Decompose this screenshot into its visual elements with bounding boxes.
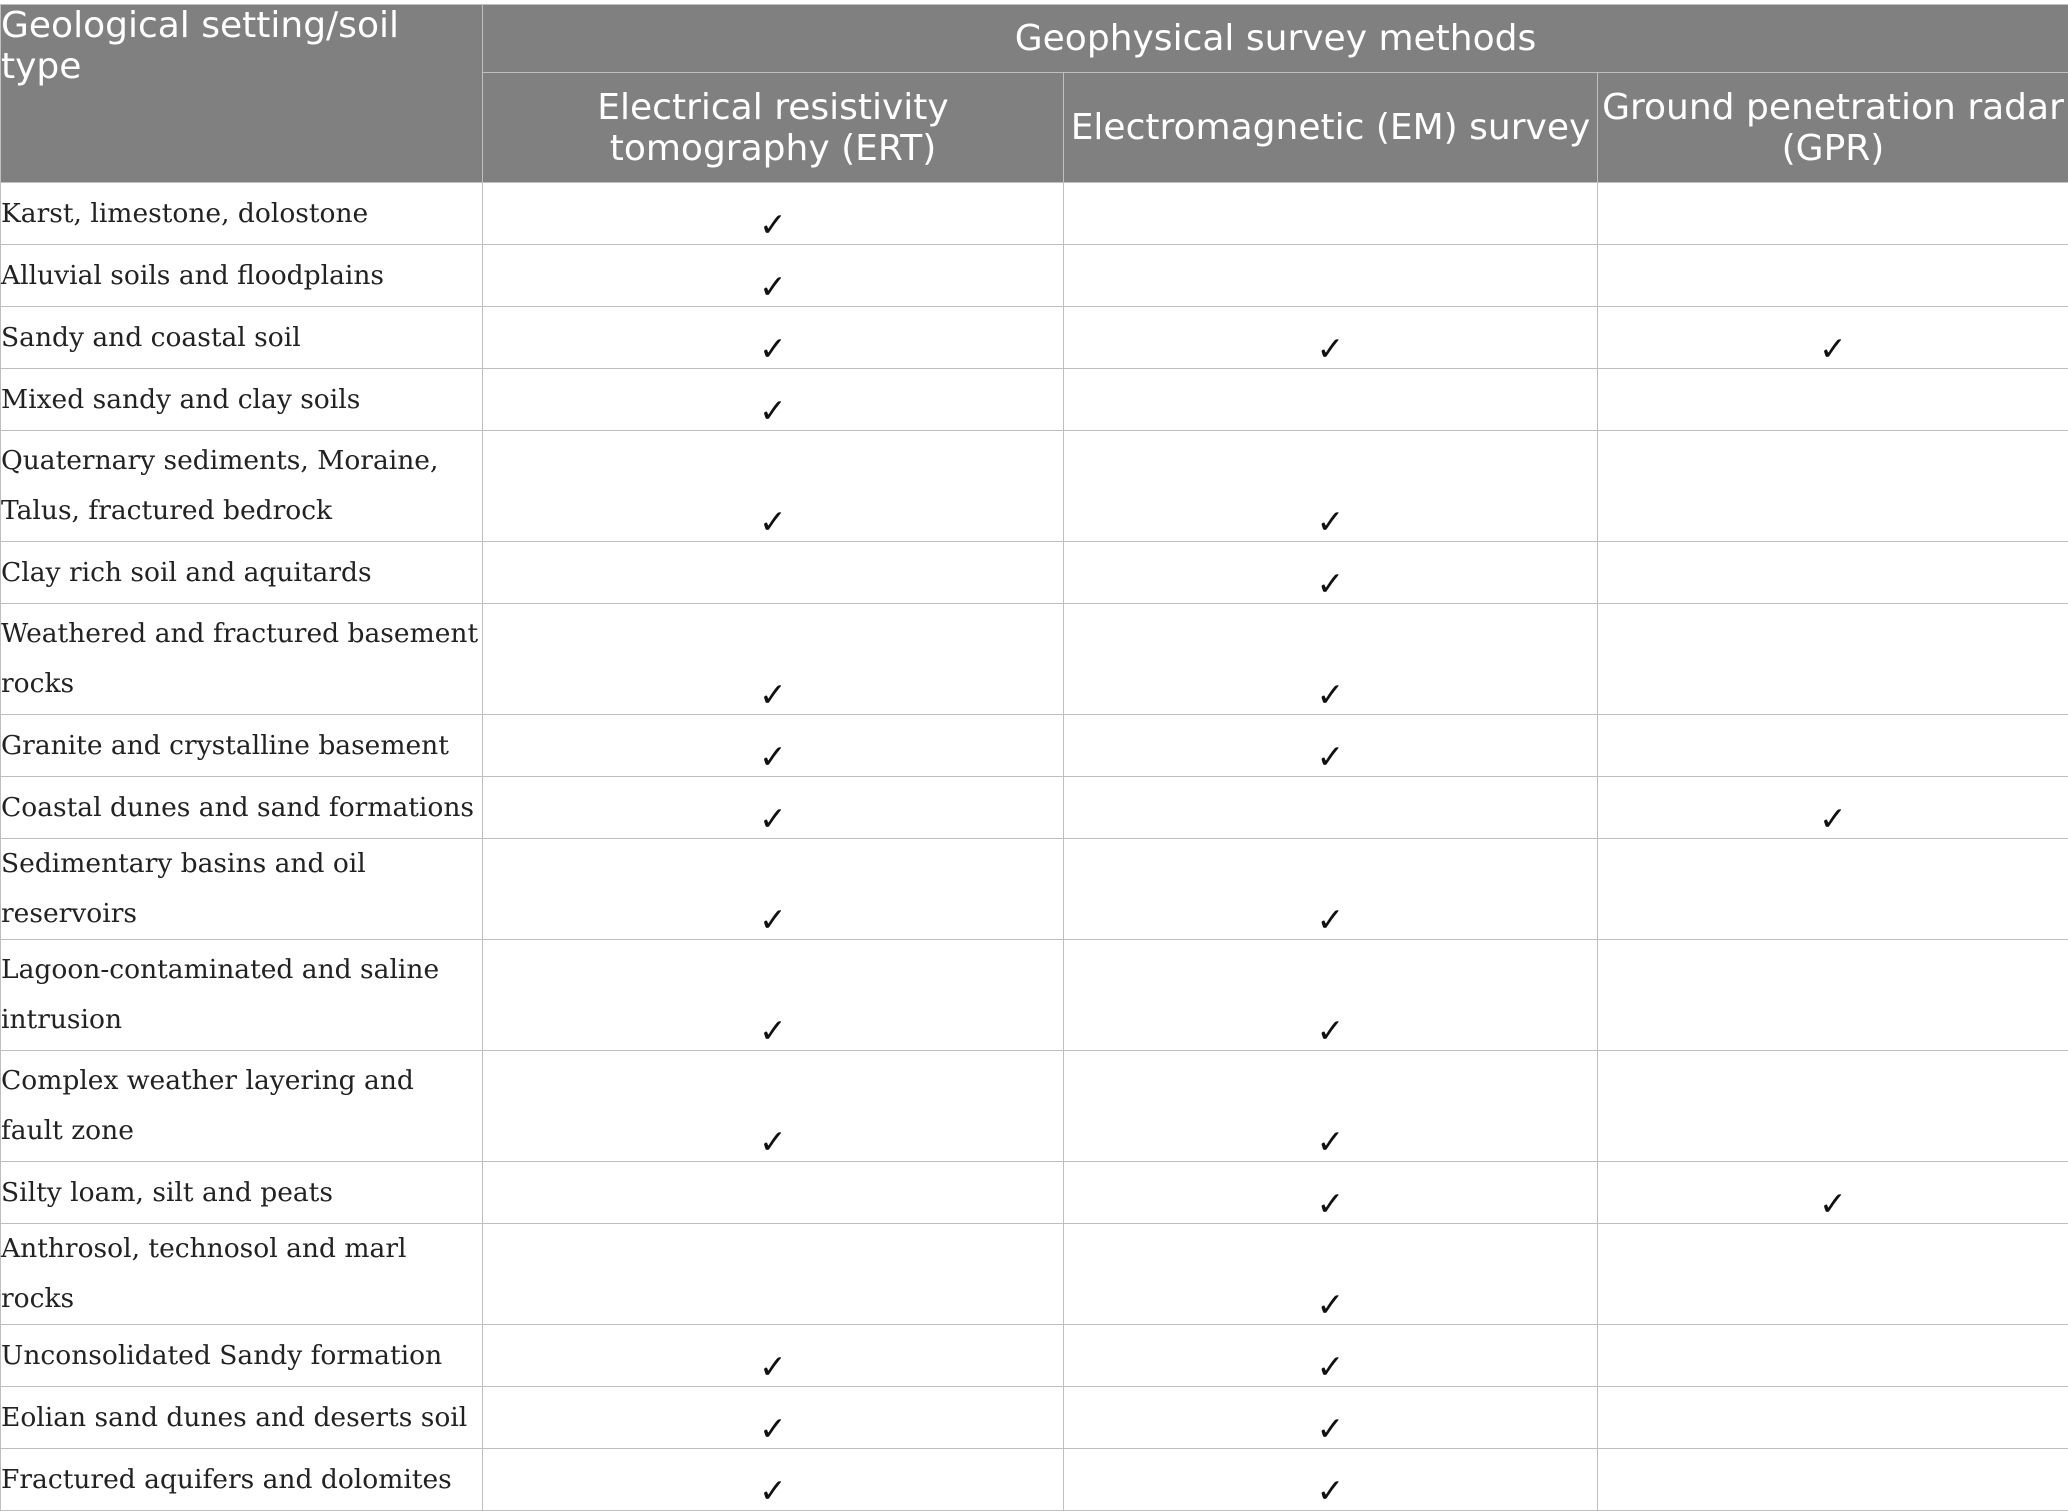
table-row [1, 1162, 2068, 1224]
check-cell-em: ✓ [1064, 839, 1598, 940]
group-header: Geophysical survey methods [483, 5, 2068, 73]
check-cell-em [1064, 245, 1598, 307]
row-label: Weathered and fractured basement rocks [1, 604, 483, 715]
table-row [1, 777, 2068, 839]
table-row [1, 1224, 2068, 1325]
check-cell-ert: ✓ [483, 1387, 1064, 1449]
row-label: Eolian sand dunes and deserts soil [1, 1387, 483, 1449]
check-cell-gpr: ✓ [1598, 307, 2068, 369]
check-cell-gpr [1598, 431, 2068, 542]
check-cell-em [1064, 183, 1598, 245]
row-label: Complex weather layering and fault zone [1, 1051, 483, 1162]
table-container [0, 4, 2068, 1436]
header-row-group [1, 5, 2068, 73]
row-label: Granite and crystalline basement [1, 715, 483, 777]
check-cell-em: ✓ [1064, 940, 1598, 1051]
method-header-ert: Electrical resistivity tomography (ERT) [483, 73, 1064, 183]
check-cell-gpr [1598, 1325, 2068, 1387]
check-cell-em [1064, 777, 1598, 839]
check-cell-gpr [1598, 715, 2068, 777]
table-row [1, 542, 2068, 604]
check-cell-ert: ✓ [483, 369, 1064, 431]
table-row [1, 715, 2068, 777]
row-label: Sandy and coastal soil [1, 307, 483, 369]
check-cell-ert [483, 542, 1064, 604]
check-cell-gpr [1598, 604, 2068, 715]
check-cell-gpr [1598, 1449, 2068, 1511]
check-cell-gpr: ✓ [1598, 777, 2068, 839]
table-row [1, 1051, 2068, 1162]
row-label: Alluvial soils and floodplains [1, 245, 483, 307]
table-row [1, 940, 2068, 1051]
check-cell-gpr [1598, 369, 2068, 431]
table-row [1, 369, 2068, 431]
table-row [1, 183, 2068, 245]
check-cell-ert: ✓ [483, 839, 1064, 940]
check-cell-ert: ✓ [483, 431, 1064, 542]
row-label: Lagoon-contaminated and saline intrusion [1, 940, 483, 1051]
check-cell-em: ✓ [1064, 604, 1598, 715]
table-row [1, 307, 2068, 369]
row-label: Karst, limestone, dolostone [1, 183, 483, 245]
row-label: Mixed sandy and clay soils [1, 369, 483, 431]
corner-header: Geological setting/soil type [1, 5, 483, 183]
check-cell-ert: ✓ [483, 1051, 1064, 1162]
check-cell-em: ✓ [1064, 431, 1598, 542]
check-cell-em: ✓ [1064, 542, 1598, 604]
check-cell-gpr [1598, 542, 2068, 604]
method-header-em: Electromagnetic (EM) survey [1064, 73, 1598, 183]
check-cell-ert: ✓ [483, 715, 1064, 777]
row-label: Anthrosol, technosol and marl rocks [1, 1224, 483, 1325]
check-cell-gpr [1598, 839, 2068, 940]
table-row [1, 1387, 2068, 1449]
check-cell-gpr [1598, 1224, 2068, 1325]
check-cell-ert: ✓ [483, 604, 1064, 715]
check-cell-gpr [1598, 1051, 2068, 1162]
check-cell-em: ✓ [1064, 1162, 1598, 1224]
check-cell-em: ✓ [1064, 1224, 1598, 1325]
check-cell-gpr [1598, 183, 2068, 245]
table-row [1, 1449, 2068, 1511]
table-row [1, 604, 2068, 715]
check-cell-gpr: ✓ [1598, 1162, 2068, 1224]
check-cell-em: ✓ [1064, 715, 1598, 777]
method-header-gpr: Ground penetration radar (GPR) [1598, 73, 2068, 183]
row-label: Silty loam, silt and peats [1, 1162, 483, 1224]
check-cell-ert: ✓ [483, 940, 1064, 1051]
row-label: Sedimentary basins and oil reservoirs [1, 839, 483, 940]
check-cell-em: ✓ [1064, 307, 1598, 369]
check-cell-em: ✓ [1064, 1387, 1598, 1449]
table-row [1, 245, 2068, 307]
check-cell-em: ✓ [1064, 1449, 1598, 1511]
table-row [1, 839, 2068, 940]
check-cell-ert [483, 1224, 1064, 1325]
check-cell-ert: ✓ [483, 1325, 1064, 1387]
table-row [1, 1325, 2068, 1387]
check-cell-em [1064, 369, 1598, 431]
survey-methods-table [0, 4, 2068, 1511]
check-cell-em: ✓ [1064, 1325, 1598, 1387]
check-cell-gpr [1598, 940, 2068, 1051]
table-row [1, 431, 2068, 542]
row-label: Unconsolidated Sandy formation [1, 1325, 483, 1387]
check-cell-gpr [1598, 1387, 2068, 1449]
table-body [1, 183, 2068, 1511]
check-cell-gpr [1598, 245, 2068, 307]
row-label: Quaternary sediments, Moraine, Talus, fractured bedrock [1, 431, 483, 542]
check-cell-ert [483, 1162, 1064, 1224]
check-cell-em: ✓ [1064, 1051, 1598, 1162]
check-cell-ert: ✓ [483, 307, 1064, 369]
check-cell-ert: ✓ [483, 777, 1064, 839]
row-label: Coastal dunes and sand formations [1, 777, 483, 839]
check-cell-ert: ✓ [483, 183, 1064, 245]
check-cell-ert: ✓ [483, 1449, 1064, 1511]
row-label: Clay rich soil and aquitards [1, 542, 483, 604]
row-label: Fractured aquifers and dolomites [1, 1449, 483, 1511]
table-header [1, 5, 2068, 183]
check-cell-ert: ✓ [483, 245, 1064, 307]
